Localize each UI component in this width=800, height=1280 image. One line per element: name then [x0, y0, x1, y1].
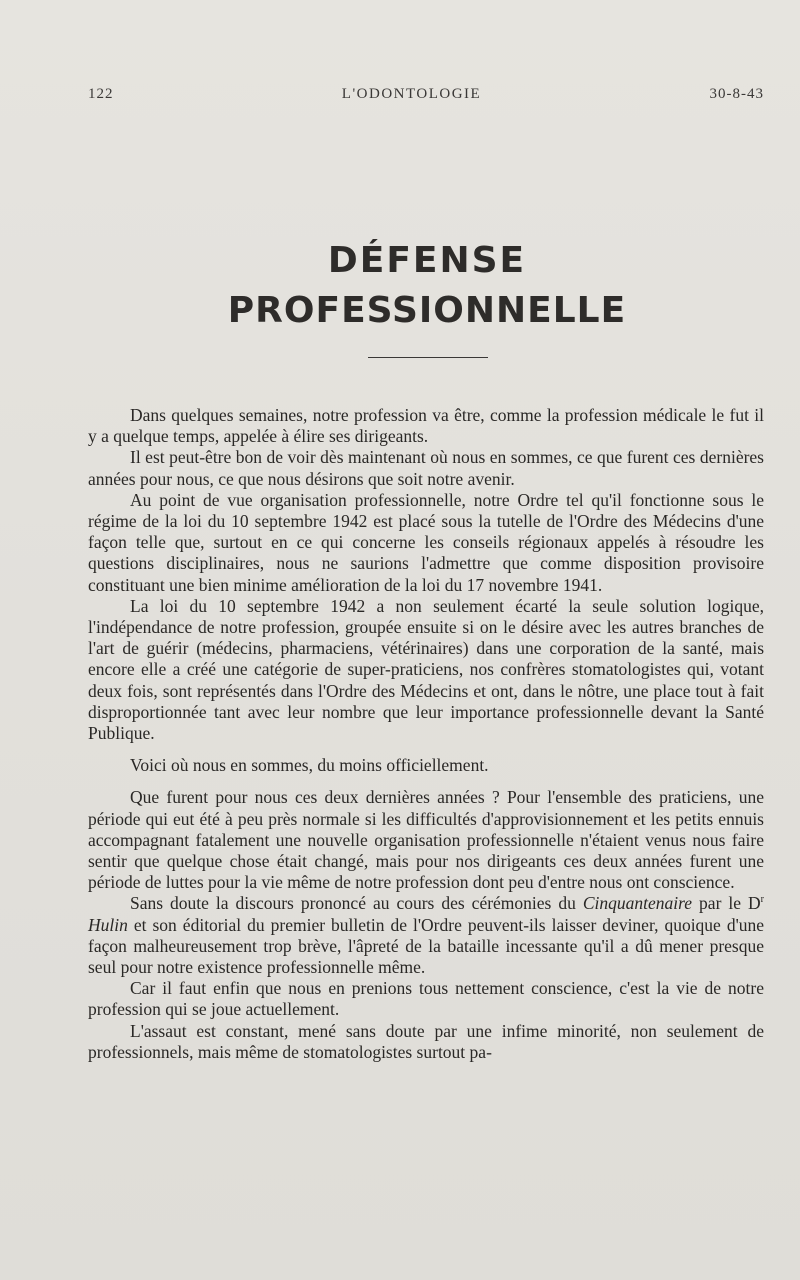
paragraph-3: Au point de vue organisation professionnelle, notre Ordre tel qu'il fonctionne sous le régime de la loi du 10 septembre 1942 est placé sous la tutelle de l'Ordre des Médecins d'une façon telle que, surtout en ce qui concerne les conseils régionaux appelés à résoudre les questions disciplinaires, nous ne saurions l'admettre que comme disposition provisoire constituant une bien minime amélioration de la loi du 17 novembre 1941.: [88, 489, 764, 595]
paragraph-7: [88, 893, 764, 978]
paragraph-4: La loi du 10 septembre 1942 a non seulement écarté la seule solution logique, l'indépendance de notre profession, groupée ensuite si on le désire avec les autres branches de l'art de guérir (médecins, pharmaciens, vétérinaires) dans une corporation de la santé, mais encore elle a créé une catégorie de super-praticiens, nos confrères stomatologistes qui, votant deux fois, sont représentés dans l'Ordre des Médecins et ont, dans le nôtre, une place tout à fait disproportionnée tant avec leur nombre que leur importance professionnelle devant la Santé Publique.: [88, 595, 764, 744]
paragraph-8: Car il faut enfin que nous en prenions tous nettement conscience, c'est la vie de notre profession qui se joue actuellement.: [88, 978, 764, 1020]
article-title-line-2: PROFESSIONNELLE: [227, 290, 627, 331]
paragraph-9: L'assaut est constant, mené sans doute par une infime minorité, non seulement de professionnels, mais même de stomatologistes surtout pa-: [88, 1020, 764, 1062]
paragraph-6: Que furent pour nous ces deux dernières années ? Pour l'ensemble des praticiens, une période qui eut été à peu près normale si les difficultés d'approvisionnement et les petits ennuis accompagnant fatalement une nouvelle organisation professionnelle n'étaient venus nous faire sentir que quelque chose était changé, mais pour nos dirigeants ces deux années furent une période de luttes pour la vie même de notre profession dont peu d'entre nous ont conscience.: [88, 787, 764, 893]
journal-name: L'ODONTOLOGIE: [341, 86, 482, 102]
doctor-abbrev: D: [748, 893, 761, 914]
issue-date: 30-8-43: [709, 86, 764, 102]
title-divider: [368, 357, 488, 358]
cinquantenaire-emphasis: Cinquantenaire: [582, 893, 693, 914]
paragraph-1: Dans quelques semaines, notre profession va être, comme la profession médicale le fut il y a quelque temps, appelée à élire ses dirigeants.: [88, 405, 764, 447]
page-number: 122: [88, 86, 114, 102]
paragraph-7-part-c: et son éditorial du premier bulletin de l'Ordre peuvent-ils laisser deviner, quoique d'une façon malheureusement trop brève, l'âpreté de la bataille incessante qu'il a dû mener presque seul pour notre existence professionnelle même.: [88, 914, 764, 978]
article-body: [88, 405, 764, 1063]
doctor-abbrev-sup: r: [760, 894, 764, 906]
paragraph-7-part-a: Sans doute la discours prononcé au cours des cérémonies du: [130, 893, 583, 914]
hulin-emphasis: Hulin: [88, 914, 128, 935]
paragraph-5: Voici où nous en sommes, du moins officiellement.: [130, 755, 489, 776]
article-title: [0, 236, 800, 336]
paragraph-2: Il est peut-être bon de voir dès maintenant où nous en sommes, ce que furent ces dernières années pour nous, ce que nous désirons que soit notre avenir.: [88, 447, 764, 489]
paragraph-7-part-b: par le: [692, 893, 749, 914]
article-title-line-1: DÉFENSE: [327, 240, 527, 281]
running-header: [88, 86, 764, 103]
